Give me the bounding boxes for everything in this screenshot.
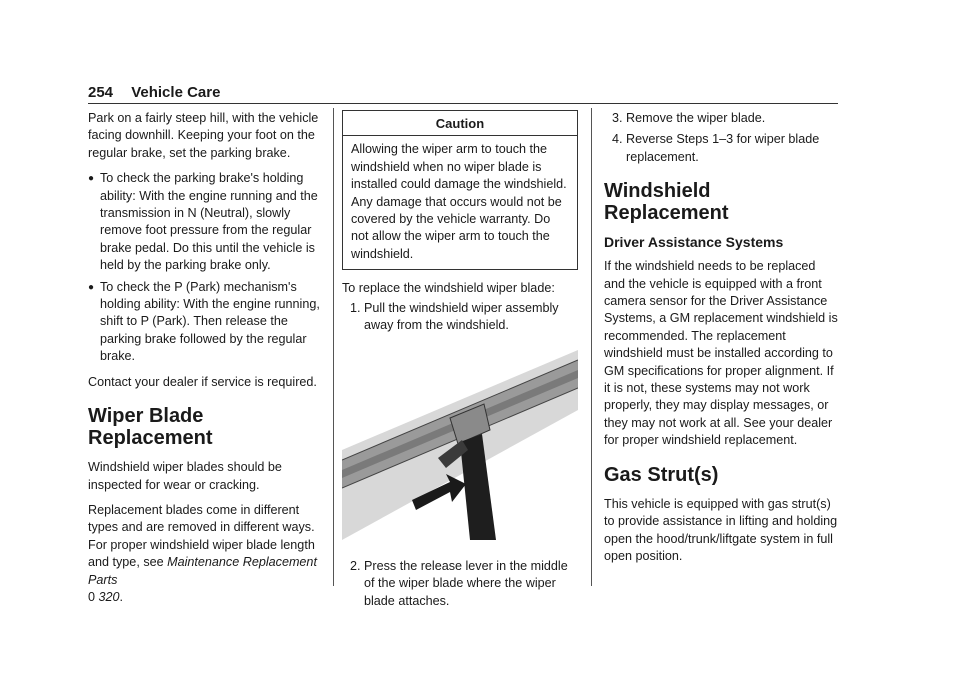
- step-number: 2.: [350, 558, 361, 573]
- gas-strut-body: This vehicle is equipped with gas strut(s) to provide assistance in lifting and holding open the hood/trunk/liftgate system in full open position.: [604, 496, 838, 563]
- windshield-heading: Windshield Replacement: [604, 180, 729, 225]
- column-divider-1: [333, 108, 334, 586]
- wiper-types-text: [88, 502, 326, 606]
- bullet-icon: ●: [88, 281, 95, 293]
- page-header: [88, 84, 220, 101]
- wiper-types-prefix: Replacement blades come in different types and are removed in different ways. For proper windshield wiper blade length and type, see: [88, 502, 315, 570]
- column-3: [604, 110, 838, 573]
- step-item: [604, 131, 838, 166]
- step-number: 1.: [350, 300, 361, 315]
- step-item: [342, 558, 578, 610]
- contact-dealer-text: Contact your dealer if service is required.: [88, 374, 317, 389]
- period: .: [119, 589, 124, 604]
- das-heading: Driver Assistance Systems: [604, 234, 784, 251]
- column-1: [88, 110, 326, 614]
- step-text: Remove the wiper blade.: [626, 111, 766, 125]
- gas-strut-heading: Gas Strut(s): [604, 463, 719, 486]
- step-number: 3.: [612, 111, 623, 125]
- section-title: Vehicle Care: [131, 84, 221, 101]
- wiper-heading: Wiper Blade Replacement: [88, 405, 213, 450]
- wiper-blade-illustration: [342, 350, 578, 540]
- step-text: Pull the windshield wiper assembly away from the windshield.: [364, 300, 559, 333]
- column-divider-2: [591, 108, 592, 586]
- caution-box: [342, 110, 578, 270]
- bullet-item: [88, 170, 326, 274]
- bullet-item: [88, 279, 326, 366]
- caution-title: Caution: [343, 111, 577, 136]
- page-ref-icon: 0: [88, 589, 96, 604]
- replace-intro: To replace the windshield wiper blade:: [342, 281, 555, 296]
- maintenance-parts-link[interactable]: Maintenance Replacement Parts: [88, 555, 317, 587]
- page-ref[interactable]: 320: [98, 589, 120, 604]
- step-item: [604, 110, 838, 127]
- step-text: Reverse Steps 1–3 for wiper blade replacement.: [626, 132, 820, 164]
- bullet-icon: ●: [88, 173, 95, 185]
- page-number: 254: [88, 84, 114, 101]
- step-item: [342, 300, 578, 335]
- column-2: [342, 110, 578, 612]
- parking-intro: Park on a fairly steep hill, with the vehicle facing downhill. Keeping your foot on the regular brake, set the parking brake.: [88, 111, 319, 160]
- caution-body: Allowing the wiper arm to touch the windshield when no wiper blade is installed could damage the windshield. Any damage that occurs would not be covered by the vehicle warranty. Do not allow the wiper arm to touch the windshield.: [351, 142, 567, 261]
- das-body: If the windshield needs to be replaced and the vehicle is equipped with a front camera sensor for the Driver Assistance Systems, a GM replacement windshield is recommended. The replacement windshield must be installed according to GM specifications for proper alignment. If it is not, these systems may not work properly, they may display messages, or they may not work at all. See your dealer for proper windshield replacement.: [604, 259, 838, 448]
- header-rule: [88, 103, 838, 104]
- bullet-text: To check the P (Park) mechanism's holding ability: With the engine running, shift to P (Park). Then release the parking brake followed by the regular brake.: [100, 279, 320, 364]
- step-text: Press the release lever in the middle of the wiper blade where the wiper blade attaches.: [364, 558, 568, 608]
- wiper-inspect-text: Windshield wiper blades should be inspected for wear or cracking.: [88, 460, 282, 492]
- step-number: 4.: [612, 132, 623, 147]
- bullet-text: To check the parking brake's holding ability: With the engine running and the transmission in N (Neutral), slowly remove foot pressure from the regular brake pedal. Do this until the vehicle is held by the parking brake only.: [100, 171, 318, 273]
